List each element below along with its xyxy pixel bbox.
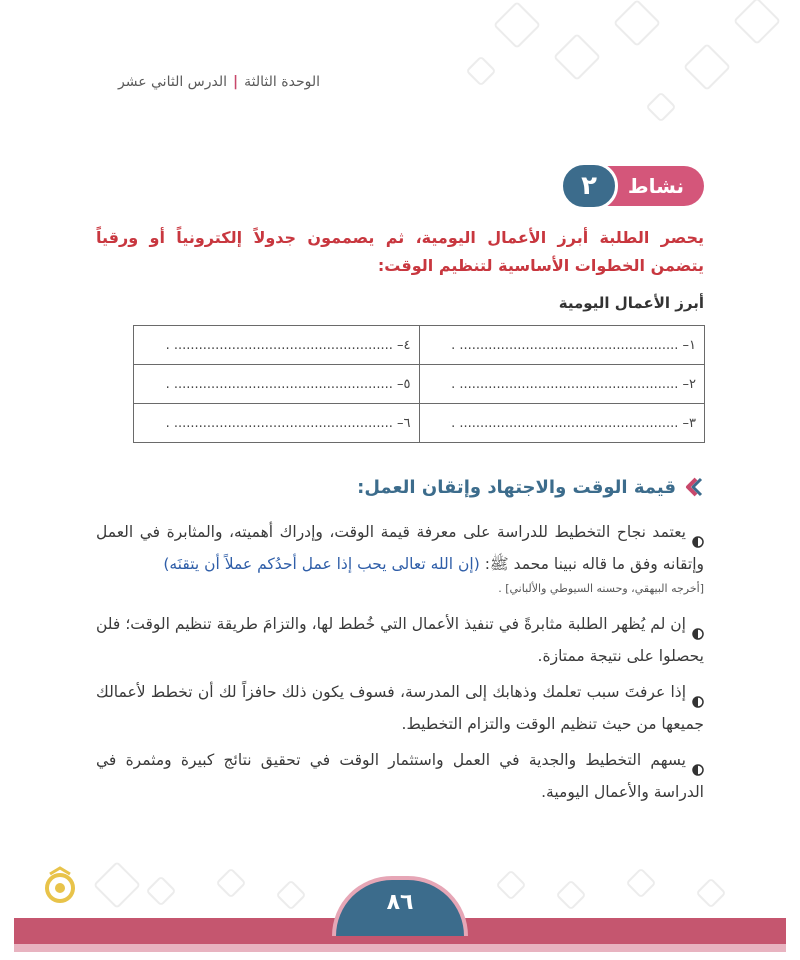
decor-diamond	[495, 869, 526, 900]
paragraph-text: يعتمد نجاح التخطيط للدراسة على معرفة قيمة الوقت، وإدراك أهميته، والمثابرة في العمل وإتقانه وفق ما قاله نبينا محمد ﷺ:	[96, 523, 704, 573]
decor-diamond	[613, 0, 661, 47]
paragraph-text: إن لم يُظهر الطلبة مثابرةً في تنفيذ الأعمال التي خُطط لها، والتزامَ طريقة تنظيم الوقت؛ فلن يحصلوا على نتيجة ممتازة.	[96, 615, 704, 665]
section-title: قيمة الوقت والاجتهاد وإتقان العمل:	[357, 476, 676, 498]
decor-diamond	[733, 0, 781, 45]
page-number: ٨٦	[332, 876, 468, 936]
table-cell[interactable]: ١– ..................................................... .	[419, 326, 705, 365]
lesson-label: الدرس الثاني عشر	[118, 74, 228, 90]
decor-diamond	[493, 1, 541, 49]
bullet-icon	[692, 755, 704, 767]
unit-label: الوحدة الثالثة	[244, 74, 320, 90]
table-cell[interactable]: ٤– ..................................................... .	[134, 326, 420, 365]
hadith-quote: (إن الله تعالى يحب إذا عمل أحدُكم عملاً أن يتقنَه)	[163, 555, 480, 573]
breadcrumb-separator: |	[233, 74, 239, 90]
decor-diamond	[555, 879, 586, 910]
paragraph-2	[96, 608, 704, 672]
daily-tasks-table	[133, 325, 705, 443]
table-row	[134, 326, 705, 365]
table-title: أبرز الأعمال اليومية	[558, 294, 704, 312]
publisher-logo-icon	[40, 866, 80, 906]
paragraph-4	[96, 744, 704, 808]
bullet-icon	[692, 687, 704, 699]
table-row	[134, 404, 705, 443]
decor-diamond	[215, 867, 246, 898]
citation: [أخرجه البيهقي، وحسنه السيوطي والألباني] .	[498, 582, 704, 595]
decor-diamond	[695, 877, 726, 908]
footer-shadow	[14, 944, 786, 952]
table-cell[interactable]: ٣– ..................................................... .	[419, 404, 705, 443]
page-number-tab	[332, 876, 468, 926]
decor-diamond	[275, 879, 306, 910]
decor-diamond	[145, 875, 176, 906]
decor-diamond	[465, 55, 496, 86]
activity-badge	[484, 166, 704, 206]
decor-diamond	[93, 861, 141, 909]
decor-diamond	[553, 33, 601, 81]
table-cell[interactable]: ٥– ..................................................... .	[134, 365, 420, 404]
section-heading	[357, 476, 704, 498]
paragraph-3	[96, 676, 704, 740]
paragraph-1	[96, 516, 704, 580]
activity-instruction: يحصر الطلبة أبرز الأعمال اليومية، ثم يصممون جدولاً إلكترونياً أو ورقياً يتضمن الخطوات الأساسية لتنظيم الوقت:	[96, 228, 704, 275]
decor-diamond	[683, 43, 731, 91]
decor-diamond	[625, 867, 656, 898]
table-row	[134, 365, 705, 404]
activity-number: ٢	[560, 162, 618, 210]
bullet-icon	[692, 619, 704, 631]
paragraph-text: إذا عرفتَ سبب تعلمك وذهابك إلى المدرسة، فسوف يكون ذلك حافزاً لك أن تخطط لأعمالك جميعها من حيث تنظيم الوقت والتزام التخطيط.	[96, 683, 704, 733]
table-cell[interactable]: ٦– ..................................................... .	[134, 404, 420, 443]
bullet-icon	[692, 527, 704, 539]
breadcrumb	[118, 74, 320, 90]
activity-label: نشاط	[580, 166, 704, 206]
table-cell[interactable]: ٢– ..................................................... .	[419, 365, 705, 404]
chevron-left-icon	[682, 476, 704, 498]
paragraph-text: يسهم التخطيط والجدية في العمل واستثمار الوقت في تحقيق نتائج كبيرة ومثمرة في الدراسة والأعمال اليومية.	[96, 751, 704, 801]
decor-diamond	[645, 91, 676, 122]
